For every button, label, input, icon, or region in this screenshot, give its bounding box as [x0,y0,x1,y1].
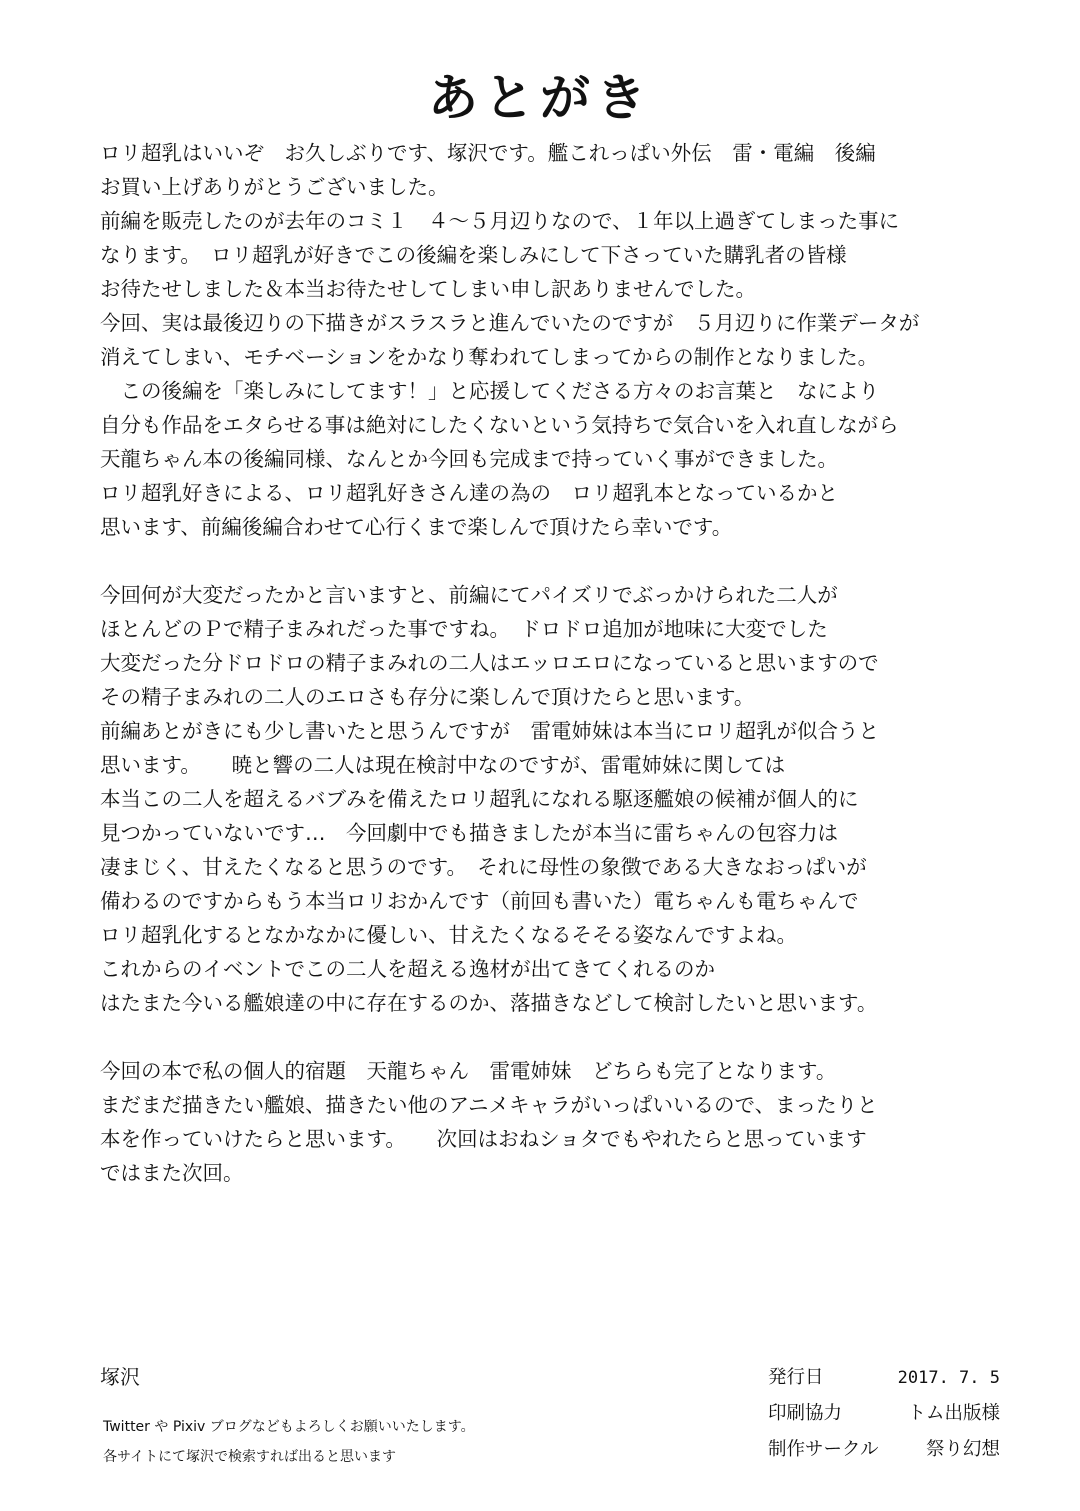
text-line: 自分も作品をエタらせる事は絶対にしたくないという気持ちで気合いを入れ直しながら [100,413,899,437]
text-line: 今回何が大変だったかと言いますと、前編にてパイズリでぶっかけられた二人が [100,583,838,607]
text-line: 凄まじく、甘えたくなると思うのです。 それに母性の象徴である大きなおっぱいが [100,855,867,879]
text-line: 消えてしまい、モチベーションをかなり奪われてしまってからの制作となりました。 [100,345,879,369]
paragraph-gap [100,544,1020,578]
text-line: 今回の本で私の個人的宿題 天龍ちゃん 雷電姉妹 どちらも完了となります。 [100,1059,837,1083]
print-value: トム出版様 [907,1403,1000,1424]
text-line: その精子まみれの二人のエロさも存分に楽しんで頂けたらと思います。 [100,685,755,709]
circle-label: 制作サークル [768,1439,879,1460]
site-notes [103,1412,475,1472]
colophon-print-row [768,1396,1000,1432]
text-line: お待たせしました＆本当お待たせしてしまい申し訳ありませんでした。 [100,277,756,301]
text-line: 思います。 暁と響の二人は現在検討中なのですが、雷電姉妹に関しては [100,753,786,777]
text-line: 今回、実は最後辺りの下描きがスラスラと進んでいたのですが ５月辺りに作業データが [100,311,920,335]
text-line: 前編あとがきにも少し書いたと思うんですが 雷電姉妹は本当にロリ超乳が似合うと [100,719,879,743]
afterword-body [100,136,1020,1190]
text-line: ではまた次回。 [100,1161,244,1185]
text-line: ロリ超乳化するとなかなかに優しい、甘えたくなるそそる姿なんですよね。 [100,923,797,947]
publish-label: 発行日 [768,1367,824,1388]
text-line: ほとんどのＰで精子まみれだった事ですね。 ドロドロ追加が地味に大変でした [100,617,828,641]
colophon [768,1360,1000,1468]
text-line: 本を作っていけたらと思います。 次回はおねショタでもやれたらと思っています [100,1127,867,1151]
note-line: Twitter や Pixiv ブログなどもよろしくお願いいたします。 [103,1419,475,1435]
text-line: なります。 ロリ超乳が好きでこの後編を楽しみにして下さっていた購乳者の皆様 [100,243,847,267]
colophon-publish-row [768,1360,1000,1396]
text-line: お買い上げありがとうございました。 [100,175,449,199]
text-line: 本当この二人を超えるバブみを備えたロリ超乳になれる駆逐艦娘の候補が個人的に [100,787,859,811]
text-line: まだまだ描きたい艦娘、描きたい他のアニメキャラがいっぱいいるので、まったりと [100,1093,878,1117]
text-line: 思います、前編後編合わせて心行くまで楽しんで頂けたら幸いです。 [100,515,733,539]
page-title: あとがき [428,68,652,127]
text-line: 天龍ちゃん本の後編同様、なんとか今回も完成まで持っていく事ができました。 [100,447,838,471]
circle-value: 祭り幻想 [925,1439,1000,1460]
print-label: 印刷協力 [768,1403,843,1424]
text-line: 備わるのですからもう本当ロリおかんです（前回も書いた）電ちゃんも電ちゃんで [100,889,859,913]
paragraph-1 [100,136,1020,544]
text-line: これからのイベントでこの二人を超える逸材が出てきてくれるのか [100,957,715,981]
author-name: 塚沢 [100,1365,140,1389]
text-line: ロリ超乳好きによる、ロリ超乳好きさん達の為の ロリ超乳本となっているかと [100,481,838,505]
text-line: 前編を販売したのが去年のコミ１ ４～５月辺りなので、１年以上過ぎてしまった事に [100,209,900,233]
note-line: 各サイトにて塚沢で検索すれば出ると思います [103,1449,397,1465]
text-line: 見つかっていないです… 今回劇中でも描きましたが本当に雷ちゃんの包容力は [100,821,838,845]
text-line: はたまた今いる艦娘達の中に存在するのか、落描きなどして検討したいと思います。 [100,991,878,1015]
paragraph-2 [100,578,1020,1020]
paragraph-3 [100,1054,1020,1190]
text-line: 大変だった分ドロドロの精子まみれの二人はエッロエロになっていると思いますので [100,651,879,675]
text-line: この後編を「楽しみにしてます！」と応援してくださる方々のお言葉と なにより [100,379,879,403]
colophon-circle-row [768,1432,1000,1468]
publish-date: 2017. 7. 5 [897,1368,1000,1388]
text-line: ロリ超乳はいいぞ お久しぶりです、塚沢です。艦これっぱい外伝 雷・電編 後編 [100,141,876,165]
paragraph-gap [100,1020,1020,1054]
